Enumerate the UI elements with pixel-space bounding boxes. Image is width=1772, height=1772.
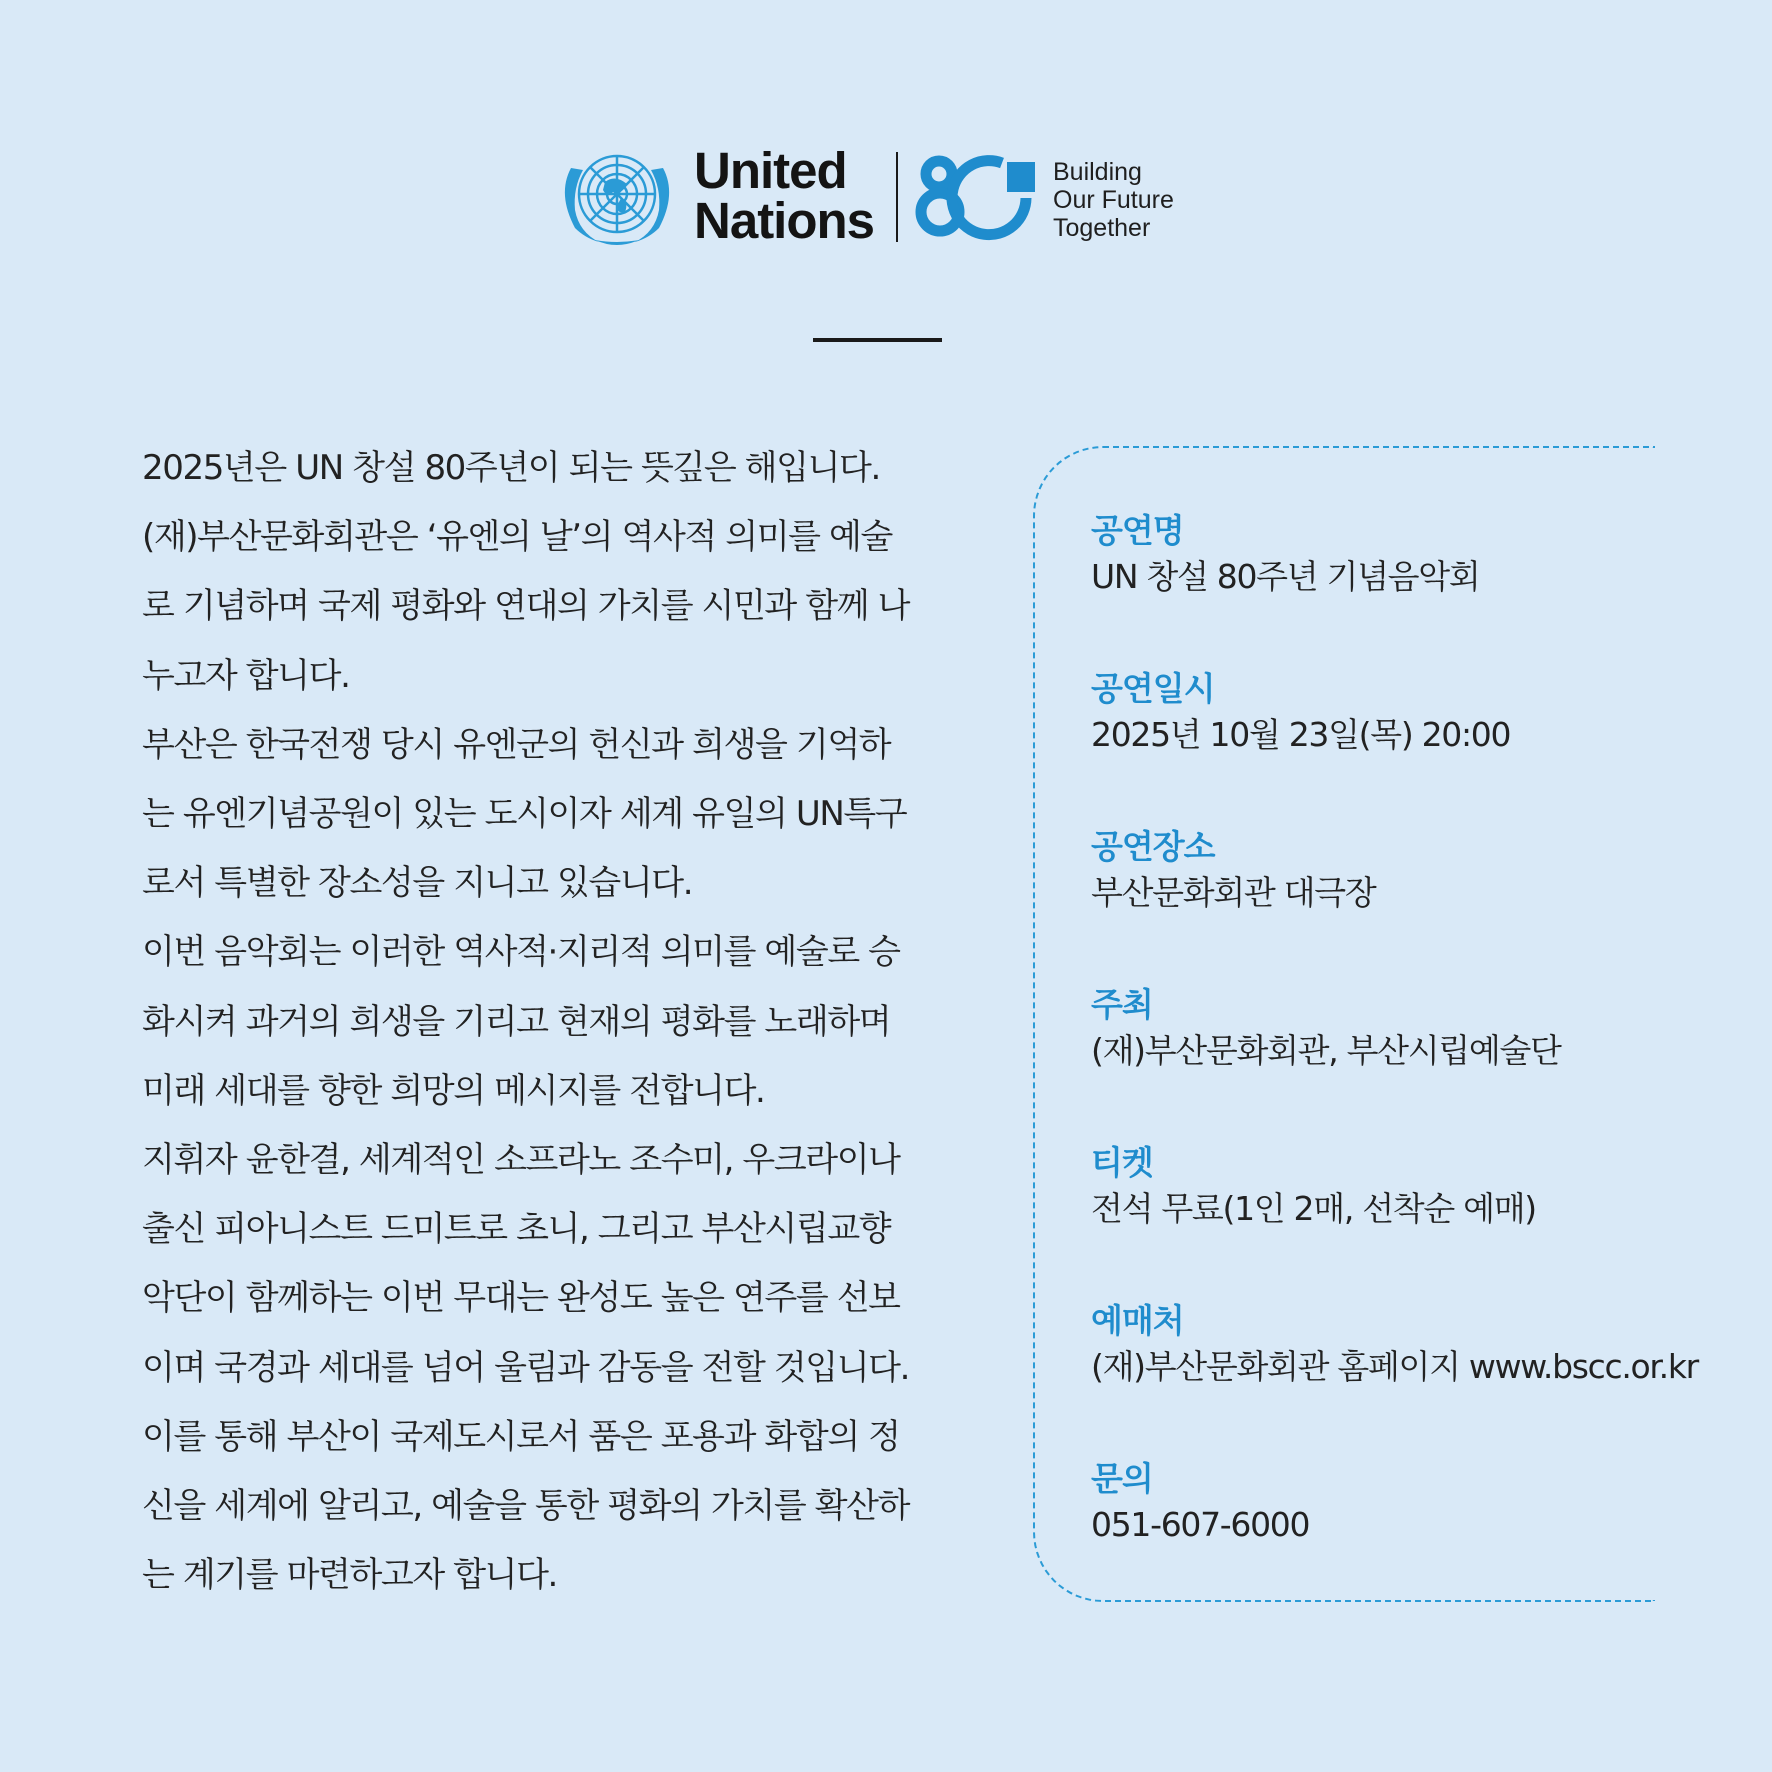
info-label: 문의 xyxy=(1091,1459,1153,1498)
info-value: 부산문화회관 대극장 xyxy=(1091,873,1376,912)
un-name-line1: United xyxy=(694,142,847,199)
tagline-line2: Our Future xyxy=(1053,186,1174,214)
info-item-ticket xyxy=(1091,1142,1711,1300)
intro-paragraph: (재)부산문화회관은 ‘유엔의 날’의 역사적 의미를 예술로 기념하며 국제 평화와 연대의 가치를 시민과 함께 나누고자 합니다. xyxy=(142,517,910,696)
un-name-line2: Nations xyxy=(694,192,875,249)
info-item-host xyxy=(1091,984,1711,1142)
info-label: 티켓 xyxy=(1091,1143,1153,1182)
info-value: 2025년 10월 23일(목) 20:00 xyxy=(1091,715,1511,754)
intro-paragraph: 이번 음악회는 이러한 역사적·지리적 의미를 예술로 승화시켜 과거의 희생을 기리고 현재의 평화를 노래하며 미래 세대를 향한 희망의 메시지를 전합니다. xyxy=(142,932,900,1111)
info-value: UN 창설 80주년 기념음악회 xyxy=(1091,557,1480,596)
intro-paragraph: 2025년은 UN 창설 80주년이 되는 뜻깊은 해입니다. xyxy=(142,448,880,488)
info-item-datetime xyxy=(1091,668,1711,826)
info-label: 공연장소 xyxy=(1091,827,1215,866)
logo-separator xyxy=(896,152,898,242)
un80-logo-icon xyxy=(913,152,1043,244)
info-label: 공연일시 xyxy=(1091,669,1215,708)
info-value: (재)부산문화회관, 부산시립예술단 xyxy=(1091,1031,1561,1070)
concert-info-list xyxy=(1091,510,1711,1616)
title-divider xyxy=(813,338,942,342)
un-emblem-icon xyxy=(555,144,679,248)
info-value-booking-link[interactable]: (재)부산문화회관 홈페이지 www.bscc.or.kr xyxy=(1091,1347,1698,1386)
tagline-line1: Building xyxy=(1053,158,1142,186)
intro-paragraph: 지휘자 윤한결, 세계적인 소프라노 조수미, 우크라이나 출신 피아니스트 드미트로 초니, 그리고 부산시립교향악단이 함께하는 이번 무대는 완성도 높은 연주를 선보이며 국경과 세대를 넘어 울림과 감동을 전할 것입니다. 이를 통해 부산이 국제도시로서 품은 포용과 화합의 정신을 세계에 알리고, 예술을 통한 평화의 가치를 확산하는 계기를 마련하고자 합니다. xyxy=(142,1140,910,1596)
info-value: 전석 무료(1인 2매, 선착순 예매) xyxy=(1091,1189,1536,1228)
info-item-venue xyxy=(1091,826,1711,984)
tagline-line3: Together xyxy=(1053,214,1151,242)
info-label: 공연명 xyxy=(1091,511,1184,550)
intro-text xyxy=(142,434,912,1610)
tagline xyxy=(1053,158,1174,242)
info-label: 예매처 xyxy=(1091,1301,1184,1340)
info-item-contact xyxy=(1091,1458,1711,1616)
united-nations-wordmark xyxy=(694,142,875,249)
info-label: 주최 xyxy=(1091,985,1153,1024)
intro-paragraph: 부산은 한국전쟁 당시 유엔군의 헌신과 희생을 기억하는 유엔기념공원이 있는 도시이자 세계 유일의 UN특구로서 특별한 장소성을 지니고 있습니다. xyxy=(142,724,907,904)
header-logos xyxy=(555,142,1195,252)
info-value-phone[interactable]: 051-607-6000 xyxy=(1091,1505,1310,1544)
info-item-title xyxy=(1091,510,1711,668)
info-item-booking xyxy=(1091,1300,1711,1458)
